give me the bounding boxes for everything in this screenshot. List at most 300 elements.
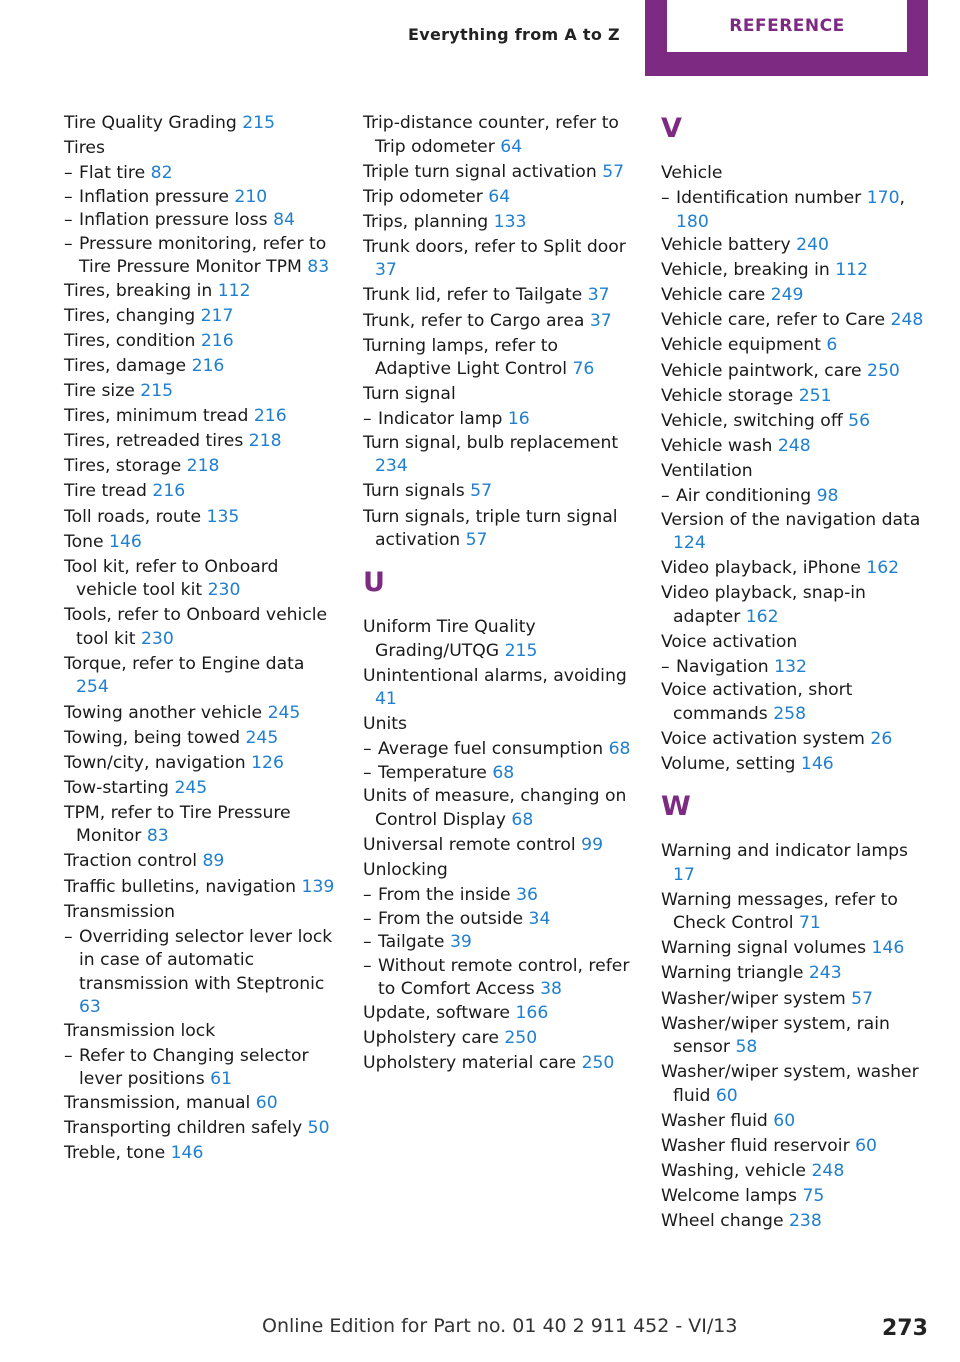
- index-term: Flat tire: [79, 163, 146, 184]
- page-link[interactable]: 230: [140, 628, 174, 649]
- page-link[interactable]: 126: [251, 752, 284, 773]
- index-entry: [363, 1002, 635, 1026]
- page-link[interactable]: 60: [255, 1092, 278, 1113]
- letter-spacer: [661, 778, 933, 790]
- page-link[interactable]: 57: [602, 161, 625, 182]
- index-entry: [363, 665, 635, 712]
- letter-spacer: [363, 554, 635, 566]
- index-term: Warning and indicator lamps: [661, 841, 908, 862]
- index-entry: [64, 506, 336, 530]
- index-letter-heading: V: [661, 113, 682, 144]
- index-term: From the outside: [378, 908, 524, 929]
- dash-marker: –: [64, 163, 73, 184]
- index-term: Voice activation system: [661, 729, 865, 749]
- index-term: Upholstery material care: [363, 1052, 577, 1073]
- index-subentry: [64, 233, 336, 280]
- page-link[interactable]: 83: [307, 257, 330, 278]
- index-entry: [363, 186, 635, 210]
- page-link[interactable]: 215: [504, 640, 538, 661]
- index-entry: [661, 259, 933, 283]
- page-number: 273: [882, 1316, 928, 1341]
- index-entry: [661, 385, 933, 409]
- page-link[interactable]: 162: [745, 606, 779, 627]
- dash-marker: –: [363, 409, 372, 430]
- index-entry: [661, 309, 933, 333]
- page-link[interactable]: 58: [735, 1037, 758, 1058]
- index-term: Update, software: [363, 1002, 510, 1023]
- index-entry: [661, 1013, 933, 1060]
- index-entry: [363, 506, 635, 553]
- index-entry: [661, 460, 933, 484]
- edition-footer: Online Edition for Part no. 01 40 2 911 452 - VI/13: [262, 1315, 738, 1337]
- index-entry: [64, 480, 336, 504]
- index-entry: [363, 480, 635, 504]
- page-link[interactable]: 63: [79, 997, 101, 1018]
- index-term: Warning triangle: [661, 963, 804, 984]
- index-entry: [661, 435, 933, 459]
- index-term: Vehicle, switching off: [661, 410, 843, 431]
- index-term: Trunk doors, refer to Split door: [363, 236, 626, 257]
- page-link[interactable]: 146: [800, 754, 834, 775]
- index-entry: [661, 988, 933, 1012]
- index-entry: [661, 1135, 933, 1159]
- dash-marker: –: [64, 210, 73, 231]
- page-link[interactable]: 71: [798, 913, 821, 934]
- page-link[interactable]: 139: [301, 876, 335, 897]
- index-entry: [64, 531, 336, 555]
- index-subentry: [661, 485, 933, 509]
- page-link[interactable]: 60: [715, 1085, 738, 1106]
- page-link[interactable]: 133: [493, 211, 527, 232]
- index-entry: [64, 901, 336, 925]
- page-link[interactable]: 6: [826, 335, 838, 356]
- index-term: Upholstery care: [363, 1027, 499, 1048]
- page-link[interactable]: 98: [816, 486, 839, 507]
- index-subentry: [363, 908, 635, 932]
- index-term: From the inside: [378, 885, 511, 906]
- index-term: Tires, damage: [64, 355, 187, 376]
- index-subentry: [363, 884, 635, 908]
- page-link[interactable]: 245: [267, 702, 301, 723]
- index-entry: [661, 557, 933, 581]
- index-term: Refer to Changing selector lever positions: [79, 1045, 309, 1090]
- section-title: Everything from A to Z: [408, 25, 620, 44]
- index-term: Universal remote control: [363, 835, 576, 855]
- page-link[interactable]: 56: [848, 410, 871, 431]
- index-entry: [363, 310, 635, 334]
- page-link[interactable]: 64: [488, 186, 511, 207]
- index-entry: [363, 432, 635, 479]
- index-subentry: [363, 955, 635, 1002]
- dash-marker: –: [64, 233, 73, 254]
- page-link[interactable]: 75: [802, 1186, 825, 1207]
- index-term: Navigation: [676, 656, 769, 677]
- page-link[interactable]: 215: [140, 381, 174, 402]
- index-term: Average fuel consumption: [378, 739, 604, 760]
- index-term: Towing, being towed: [64, 727, 240, 748]
- index-term: Wheel change: [661, 1211, 784, 1232]
- page-link[interactable]: 249: [770, 285, 804, 306]
- index-entry: [363, 383, 635, 407]
- index-entry: [64, 556, 336, 603]
- page-link[interactable]: 64: [500, 136, 523, 157]
- index-entry: [363, 284, 635, 308]
- index-term: Transporting children safely: [64, 1117, 303, 1138]
- index-entry: [64, 455, 336, 479]
- index-term: Washer/wiper system, washer fluid: [661, 1062, 919, 1106]
- index-column-1: [64, 112, 336, 1167]
- page-link[interactable]: 245: [174, 777, 208, 798]
- page-link[interactable]: 26: [870, 729, 893, 749]
- page-link[interactable]: 230: [207, 580, 241, 601]
- index-entry: [64, 430, 336, 454]
- index-term: Vehicle care, refer to Care: [661, 310, 886, 331]
- index-term: Inflation pressure: [79, 186, 229, 207]
- index-term: Voice activation: [661, 631, 798, 652]
- page-link[interactable]: 60: [773, 1110, 796, 1131]
- page-link[interactable]: 234: [375, 456, 408, 477]
- index-term: TPM, refer to Tire Pressure Monitor: [64, 802, 291, 847]
- index-term: Tires, minimum tread: [64, 406, 249, 427]
- index-term: Traffic bulletins, navigation: [64, 876, 297, 897]
- index-entry: [363, 616, 635, 663]
- page-link[interactable]: 135: [206, 506, 240, 527]
- index-term: Turn signal: [363, 384, 456, 405]
- index-entry: [64, 604, 336, 651]
- index-term: Video playback, iPhone: [661, 558, 861, 579]
- index-entry: [64, 405, 336, 429]
- index-term: Trips, planning: [363, 211, 489, 232]
- index-entry: [363, 834, 635, 858]
- index-term: Traction control: [64, 851, 197, 872]
- index-entry: [64, 850, 336, 874]
- dash-marker: –: [661, 486, 670, 507]
- page-link[interactable]: 250: [867, 360, 900, 381]
- index-term: Warning signal volumes: [661, 938, 867, 959]
- page-link[interactable]: 61: [210, 1069, 233, 1090]
- page-link[interactable]: 146: [871, 938, 905, 959]
- page-link[interactable]: 84: [273, 210, 295, 231]
- index-entry: [64, 702, 336, 726]
- index-entry: [661, 334, 933, 358]
- dash-marker: –: [661, 188, 670, 209]
- index-term: Vehicle wash: [661, 435, 773, 456]
- index-entry: [64, 355, 336, 379]
- index-term: Tool kit, refer to Onboard vehicle tool kit: [64, 556, 279, 601]
- index-entry: [64, 1142, 336, 1166]
- index-term: Welcome lamps: [661, 1186, 797, 1207]
- page-link[interactable]: 216: [152, 481, 186, 502]
- index-entry: [661, 840, 933, 887]
- page-link[interactable]: 245: [245, 727, 279, 748]
- reference-tab-label: REFERENCE: [667, 0, 907, 52]
- page-link[interactable]: 89: [202, 851, 225, 872]
- page-link[interactable]: 258: [773, 703, 807, 724]
- index-term: Units of measure, changing on Control Display: [363, 786, 627, 830]
- page-link[interactable]: 217: [200, 305, 234, 326]
- page-link[interactable]: 146: [109, 531, 142, 552]
- index-entry: [363, 1027, 635, 1051]
- page-link[interactable]: 216: [191, 355, 225, 376]
- page-link[interactable]: 216: [253, 406, 287, 427]
- index-entry: [661, 360, 933, 384]
- page-link[interactable]: 68: [511, 809, 534, 830]
- page-link[interactable]: 216: [200, 330, 234, 351]
- index-entry: [64, 380, 336, 404]
- index-term: Vehicle care: [661, 285, 766, 306]
- index-entry: [661, 410, 933, 434]
- index-letter-heading: W: [661, 791, 691, 823]
- index-term: Towing another vehicle: [64, 702, 263, 723]
- index-term: Transmission, manual: [64, 1092, 251, 1113]
- index-subentry: [363, 931, 635, 955]
- index-term: Tailgate: [378, 932, 445, 953]
- index-entry: [661, 1110, 933, 1134]
- index-column-2: [363, 112, 635, 1077]
- index-term: Unlocking: [363, 860, 448, 881]
- index-term: Without remote control, refer to Comfort Access: [378, 955, 630, 1000]
- index-entry: [64, 1117, 336, 1141]
- index-term: Transmission: [64, 901, 176, 922]
- index-entry: [64, 653, 336, 700]
- page-link[interactable]: 39: [449, 932, 472, 953]
- page-link[interactable]: 37: [589, 310, 612, 331]
- index-term: Turn signal, bulb replacement: [363, 432, 619, 453]
- page-link[interactable]: 76: [572, 359, 595, 380]
- page-link[interactable]: 248: [811, 1161, 845, 1182]
- dash-marker: –: [363, 955, 372, 976]
- page-link[interactable]: 170: [866, 188, 900, 209]
- page-link[interactable]: 248: [777, 435, 811, 456]
- index-subentry: [64, 1045, 336, 1092]
- page-link[interactable]: 37: [375, 260, 397, 281]
- index-term: Vehicle storage: [661, 385, 794, 406]
- page-link[interactable]: 180: [676, 211, 709, 232]
- index-entry: [661, 679, 933, 726]
- page-link[interactable]: 124: [673, 533, 706, 554]
- page-link[interactable]: 218: [186, 456, 220, 477]
- index-term: Turn signals: [363, 481, 465, 502]
- index-term: Overriding selector lever lock in case of automatic transmission with Steptronic: [79, 926, 333, 994]
- index-term: Transmission lock: [64, 1020, 216, 1041]
- index-entry: [64, 876, 336, 900]
- index-entry: [363, 713, 635, 737]
- index-term: Video playback, snap-in adapter: [661, 583, 866, 627]
- index-subentry: – Identification number 170, 180: [661, 187, 933, 234]
- index-subentry: [363, 738, 635, 762]
- index-term: Unintentional alarms, avoiding: [363, 665, 627, 686]
- page-link[interactable]: 162: [866, 558, 900, 579]
- index-term: Tires, breaking in: [64, 280, 213, 301]
- page-link[interactable]: 215: [242, 113, 276, 133]
- page-link[interactable]: 254: [76, 677, 109, 698]
- index-term: Treble, tone: [64, 1143, 166, 1164]
- index-term: Trunk lid, refer to Tailgate: [363, 285, 583, 306]
- index-entry: [64, 330, 336, 354]
- index-term: Turn signals, triple turn signal activation: [363, 506, 618, 551]
- page-link[interactable]: 68: [492, 762, 515, 783]
- index-term: Vehicle paintwork, care: [661, 360, 862, 381]
- index-entry: [64, 112, 336, 136]
- page-link[interactable]: 16: [507, 409, 530, 430]
- index-subentry: [64, 209, 336, 233]
- page-link[interactable]: 60: [855, 1135, 877, 1156]
- page-link[interactable]: 250: [581, 1052, 615, 1073]
- page-link[interactable]: 83: [146, 826, 169, 847]
- index-term: Trip-distance counter, refer to Trip odometer: [363, 113, 619, 157]
- index-term: Tires, retreaded tires: [64, 431, 244, 452]
- index-term: Torque, refer to Engine data: [64, 653, 305, 674]
- page-link[interactable]: 68: [608, 739, 631, 760]
- page-link[interactable]: 240: [796, 235, 829, 256]
- index-entry: [661, 1061, 933, 1108]
- index-entry: [661, 162, 933, 186]
- index-entry: [64, 305, 336, 329]
- dash-marker: –: [363, 908, 372, 929]
- index-term: Tire tread: [64, 481, 147, 502]
- index-term: Vehicle: [661, 163, 723, 183]
- index-subentry: [64, 186, 336, 210]
- index-term: Voice activation, short commands: [661, 680, 853, 724]
- index-entry: [363, 859, 635, 883]
- index-entry: [64, 752, 336, 776]
- page-link[interactable]: 82: [150, 163, 173, 184]
- page-link[interactable]: 37: [587, 285, 610, 306]
- page-link[interactable]: 99: [581, 835, 604, 855]
- index-entry: [661, 962, 933, 986]
- page-link[interactable]: 38: [540, 979, 562, 1000]
- page-link[interactable]: 57: [465, 530, 488, 551]
- index-term: Toll roads, route: [64, 506, 202, 527]
- index-term: Trip odometer: [363, 186, 483, 207]
- page-link[interactable]: 166: [515, 1002, 549, 1023]
- index-term: Pressure monitoring, refer to Tire Pressure Monitor TPM: [79, 233, 327, 278]
- index-entry: [363, 236, 635, 283]
- index-entry: [363, 112, 635, 159]
- index-subentry: [363, 762, 635, 786]
- index-term: Tone: [64, 531, 104, 552]
- index-entry: [64, 1020, 336, 1044]
- index-entry: [661, 937, 933, 961]
- dash-marker: –: [363, 739, 372, 760]
- dash-marker: –: [64, 186, 73, 207]
- page-link[interactable]: 243: [808, 963, 842, 984]
- index-entry: [661, 509, 933, 556]
- index-term: Tires, storage: [64, 456, 182, 477]
- index-entry: [661, 234, 933, 258]
- dash-marker: –: [363, 762, 372, 783]
- index-term: Tire size: [64, 381, 135, 402]
- index-entry: [64, 137, 336, 161]
- index-term: Warning messages, refer to Check Control: [661, 889, 898, 934]
- page-link[interactable]: 41: [375, 689, 397, 710]
- index-entry: [64, 280, 336, 304]
- index-entry: [363, 335, 635, 382]
- index-entry: [64, 727, 336, 751]
- index-entry: [64, 1092, 336, 1116]
- index-term: Tire Quality Grading: [64, 113, 237, 133]
- index-column-3: [661, 112, 933, 1235]
- index-entry: [661, 1210, 933, 1234]
- index-term: Air conditioning: [676, 486, 812, 507]
- index-subentry: [363, 408, 635, 432]
- page-link[interactable]: 238: [789, 1211, 822, 1232]
- index-subentry: [661, 656, 933, 680]
- page-link[interactable]: 146: [170, 1143, 204, 1164]
- index-entry: [64, 777, 336, 801]
- index-subentry: [64, 926, 336, 1020]
- index-term: Triple turn signal activation: [363, 161, 597, 182]
- index-term: Washer fluid reservoir: [661, 1135, 850, 1156]
- index-letter-heading: U: [363, 567, 385, 599]
- index-term: Inflation pressure loss: [79, 210, 268, 231]
- dash-marker: –: [64, 1045, 73, 1066]
- index-term: Town/city, navigation: [64, 752, 246, 773]
- index-entry: [363, 1052, 635, 1076]
- page-link[interactable]: 17: [673, 864, 695, 885]
- index-term: Uniform Tire Quality Grading/UTQG: [363, 617, 536, 661]
- page-link[interactable]: 251: [798, 385, 832, 406]
- index-term: Ventilation: [661, 460, 753, 481]
- index-term: Tires, condition: [64, 330, 196, 351]
- index-term: Tires: [64, 138, 105, 159]
- index-term: Temperature: [378, 762, 487, 783]
- index-entry: [661, 1160, 933, 1184]
- dash-marker: –: [661, 656, 670, 677]
- dash-marker: –: [64, 926, 73, 947]
- page-link[interactable]: 34: [528, 908, 551, 929]
- index-term: Volume, setting: [661, 754, 796, 775]
- index-term: Vehicle battery: [661, 235, 791, 256]
- page-link[interactable]: 50: [307, 1117, 330, 1138]
- page-link[interactable]: 248: [890, 310, 924, 331]
- index-term: Trunk, refer to Cargo area: [363, 310, 585, 331]
- page-link[interactable]: 210: [234, 186, 268, 207]
- index-entry: [661, 753, 933, 777]
- index-term: Tools, refer to Onboard vehicle tool kit: [64, 605, 328, 649]
- index-term: Version of the navigation data: [661, 509, 921, 530]
- index-term: Identification number: [676, 188, 862, 209]
- index-term: Washer/wiper system, rain sensor: [661, 1013, 890, 1058]
- index-entry: [363, 211, 635, 235]
- index-term: Indicator lamp: [378, 409, 503, 430]
- page-link[interactable]: 57: [851, 988, 874, 1009]
- page-link[interactable]: 36: [516, 885, 538, 906]
- page-link[interactable]: 112: [217, 280, 251, 301]
- index-term: Turning lamps, refer to Adaptive Light Control: [363, 335, 568, 380]
- index-term: Tires, changing: [64, 305, 196, 326]
- page-link[interactable]: 57: [470, 481, 493, 502]
- dash-marker: –: [363, 885, 372, 906]
- page-link[interactable]: 132: [774, 656, 807, 677]
- index-entry: [661, 1185, 933, 1209]
- index-term: Units: [363, 714, 407, 735]
- index-term: Washer/wiper system: [661, 988, 846, 1009]
- index-entry: [661, 631, 933, 655]
- reference-tab: [645, 0, 928, 76]
- index-term: Washer fluid: [661, 1110, 768, 1131]
- index-entry: [64, 802, 336, 849]
- index-term: Vehicle, breaking in: [661, 260, 830, 281]
- page-link[interactable]: 250: [504, 1027, 538, 1048]
- index-entry: [661, 889, 933, 936]
- index-entry: [363, 161, 635, 185]
- index-subentry: [64, 162, 336, 186]
- index-entry: [661, 728, 933, 752]
- page-link[interactable]: 112: [835, 260, 869, 281]
- page-link[interactable]: 218: [248, 431, 282, 452]
- index-entry: [661, 582, 933, 629]
